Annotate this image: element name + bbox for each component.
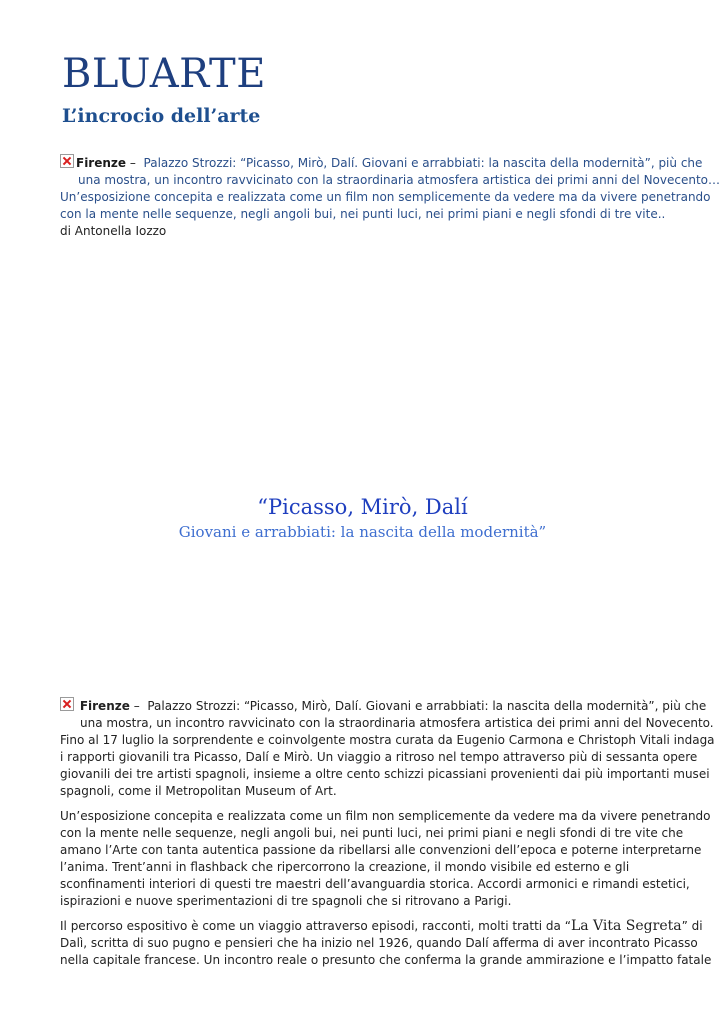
article-title: “Picasso, Mirò, Dalí — [257, 495, 468, 519]
excerpt-location: Firenze — [76, 156, 127, 170]
author-byline: di Antonella Iozzo — [60, 224, 167, 238]
paragraph-1-line-6: spagnoli, come il Metropolitan Museum of Art. — [60, 784, 337, 798]
article-location: Firenze — [79, 699, 130, 713]
paragraph-1-line-3: Fino al 17 luglio la sorprendente e coinvolgente mostra curata da Eugenio Carmona e Christoph Vitali indaga — [60, 733, 715, 747]
paragraph-1-line-2: una mostra, un incontro ravvicinato con la straordinaria atmosfera artistica dei primi anni del Novecento. — [80, 716, 714, 730]
paragraph-2-line-1: Un’esposizione concepita e realizzata come un film non semplicemente da vedere ma da vivere penetrando — [60, 809, 711, 823]
article-dash: – — [129, 699, 144, 713]
article-subtitle: Giovani e arrabbiati: la nascita della modernità” — [178, 523, 547, 541]
paragraph-1-line-1 — [60, 697, 707, 715]
paragraph-1-line-5: giovanili dei tre artisti spagnoli, insieme a oltre cento schizzi picassiani provenienti dai più importanti musei — [60, 767, 710, 781]
excerpt-dash: – — [126, 156, 140, 170]
article-title-block — [0, 493, 725, 543]
excerpt-line-4: con la mente nelle sequenze, negli angoli bui, nei punti luci, nei primi piani e negli sfondi di tre vite.. — [60, 207, 666, 221]
paragraph-3-line-1 — [60, 918, 703, 935]
article-excerpt[interactable] — [60, 154, 721, 240]
excerpt-line-3: Un’esposizione concepita e realizzata come un film non semplicemente da vedere ma da vivere penetrando — [60, 190, 711, 204]
article-paragraph-3 — [60, 918, 712, 969]
paragraph-3-line-2: Dalì, scritta di suo pugno e pensieri che ha inizio nel 1926, quando Dalí afferma di aver incontrato Picasso — [60, 936, 698, 950]
site-logo[interactable]: BLUARTE — [62, 51, 266, 97]
paragraph-1-line-4: i rapporti giovanili tra Picasso, Dalí e Mirò. Un viaggio a ritroso nel tempo attraverso più di sessanta opere — [60, 750, 698, 764]
site-tagline: L’incrocio dell’arte — [62, 105, 261, 127]
paragraph-2-line-3: amano l’Arte con tanta autentica passione da ribellarsi alle convenzioni dell’epoca e poterne interpretarne — [60, 843, 702, 857]
broken-image-icon — [60, 154, 74, 168]
article-paragraph-2 — [60, 808, 711, 910]
paragraph-3-text-a: Il percorso espositivo è come un viaggio attraverso episodi, racconti, molti tratti da “ — [60, 919, 571, 933]
broken-image-icon — [60, 697, 74, 711]
article-paragraph-1 — [60, 697, 715, 800]
paragraph-2-line-5: sconfinamenti interiori di questi tre maestri dell’avanguardia storica. Accordi armonici e rimandi estetici, — [60, 877, 690, 891]
excerpt-line-1 — [60, 154, 703, 172]
excerpt-line-2: una mostra, un incontro ravvicinato con la straordinaria atmosfera artistica dei primi anni del Novecento… — [78, 173, 721, 187]
paragraph-3-line-3: nella capitale francese. Un incontro reale o presunto che conferma la grande ammirazione e l’impatto fatale — [60, 953, 712, 967]
paragraph-2-line-4: l’anima. Trent’anni in flashback che ripercorrono la creazione, il mondo visibile ed esterno e gli — [60, 860, 630, 874]
book-title: La Vita Segreta — [570, 918, 682, 934]
paragraph-2-line-6: ispirazioni e nuove sperimentazioni di tre spagnoli che si ritrovano a Parigi. — [60, 894, 512, 908]
excerpt-text: Palazzo Strozzi: “Picasso, Mirò, Dalí. Giovani e arrabbiati: la nascita della modernità”, più che — [143, 156, 703, 170]
article-body — [60, 697, 715, 977]
paragraph-2-line-2: con la mente nelle sequenze, negli angoli bui, nei punti luci, nei primi piani e negli sfondi di tre vite che — [60, 826, 684, 840]
paragraph-1-text: Palazzo Strozzi: “Picasso, Mirò, Dalí. Giovani e arrabbiati: la nascita della modernità”, più che — [147, 699, 707, 713]
paragraph-3-text-b: ” di — [681, 919, 703, 933]
